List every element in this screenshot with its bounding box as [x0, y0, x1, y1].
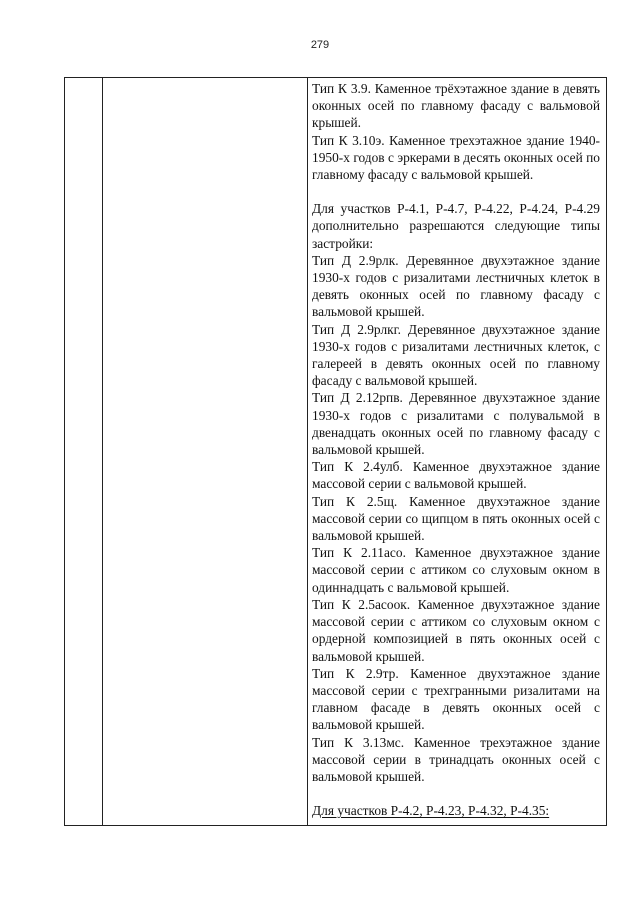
building-type-paragraph: Тип Д 2.12рпв. Деревянное двухэтажное здание 1930-х годов с ризалитами с полувальмой в двенадцать оконных осей по главному фасаду с вальмовой крышей.: [312, 390, 600, 458]
building-type-paragraph: Тип К 2.9тр. Каменное двухэтажное здание массовой серии с трехгранными ризалитами на главном фасаде в девять оконных осей с вальмовой крышей.: [312, 665, 600, 733]
section-intro-underlined: Для участков Р-4.2, Р-4.23, Р-4.32, Р-4.35:: [312, 803, 550, 819]
spacer: [312, 785, 600, 802]
page-number: 279: [310, 39, 330, 51]
column-divider: [102, 78, 103, 825]
building-type-paragraph: Тип К 2.11асо. Каменное двухэтажное здание массовой серии с аттиком со слуховым окном в одиннадцать с вальмовой крышей.: [312, 545, 600, 595]
table-column-zone: [103, 78, 307, 825]
building-type-paragraph: Тип К 2.5асоок. Каменное двухэтажное здание массовой серии с аттиком со слуховым окном с ордерной композицией в пять оконных осей с вальмовой крышей.: [312, 596, 600, 664]
building-type-paragraph: Тип К 2.4улб. Каменное двухэтажное здание массовой серии с вальмовой крышей.: [312, 459, 600, 492]
table-column-building-types: [312, 80, 600, 819]
column-divider: [307, 78, 308, 825]
table-column-number: [65, 78, 102, 825]
building-type-paragraph: Тип К 2.5щ. Каменное двухэтажное здание массовой серии со щипцом в пять оконных осей с вальмовой крышей.: [312, 493, 600, 544]
regulation-table: [64, 77, 607, 826]
spacer: [312, 183, 600, 200]
section-intro: Для участков Р-4.1, Р-4.7, Р-4.22, Р-4.24, Р-4.29 дополнительно разрешаются следующие типы застройки:: [312, 201, 600, 251]
building-type-paragraph: Тип Д 2.9рлкг. Деревянное двухэтажное здание 1930-х годов с ризалитами лестничных клеток, с галереей в девять оконных осей по главному фасаду с вальмовой крышей.: [312, 321, 600, 389]
building-type-paragraph: Тип Д 2.9рлк. Деревянное двухэтажное здание 1930-х годов с ризалитами лестничных клеток в девять оконных осей по главному фасаду с вальмовой крышей.: [312, 252, 600, 320]
building-type-paragraph: Тип К 3.10э. Каменное трехэтажное здание 1940-1950-х годов с эркерами в десять оконных осей по главному фасаду с вальмовой крышей.: [312, 132, 600, 183]
building-type-paragraph: Тип К 3.13мс. Каменное трехэтажное здание массовой серии в тринадцать оконных осей с вальмовой крышей.: [312, 734, 600, 784]
building-type-paragraph: Тип К 3.9. Каменное трёхэтажное здание в девять оконных осей по главному фасаду с вальмовой крышей.: [312, 81, 600, 131]
